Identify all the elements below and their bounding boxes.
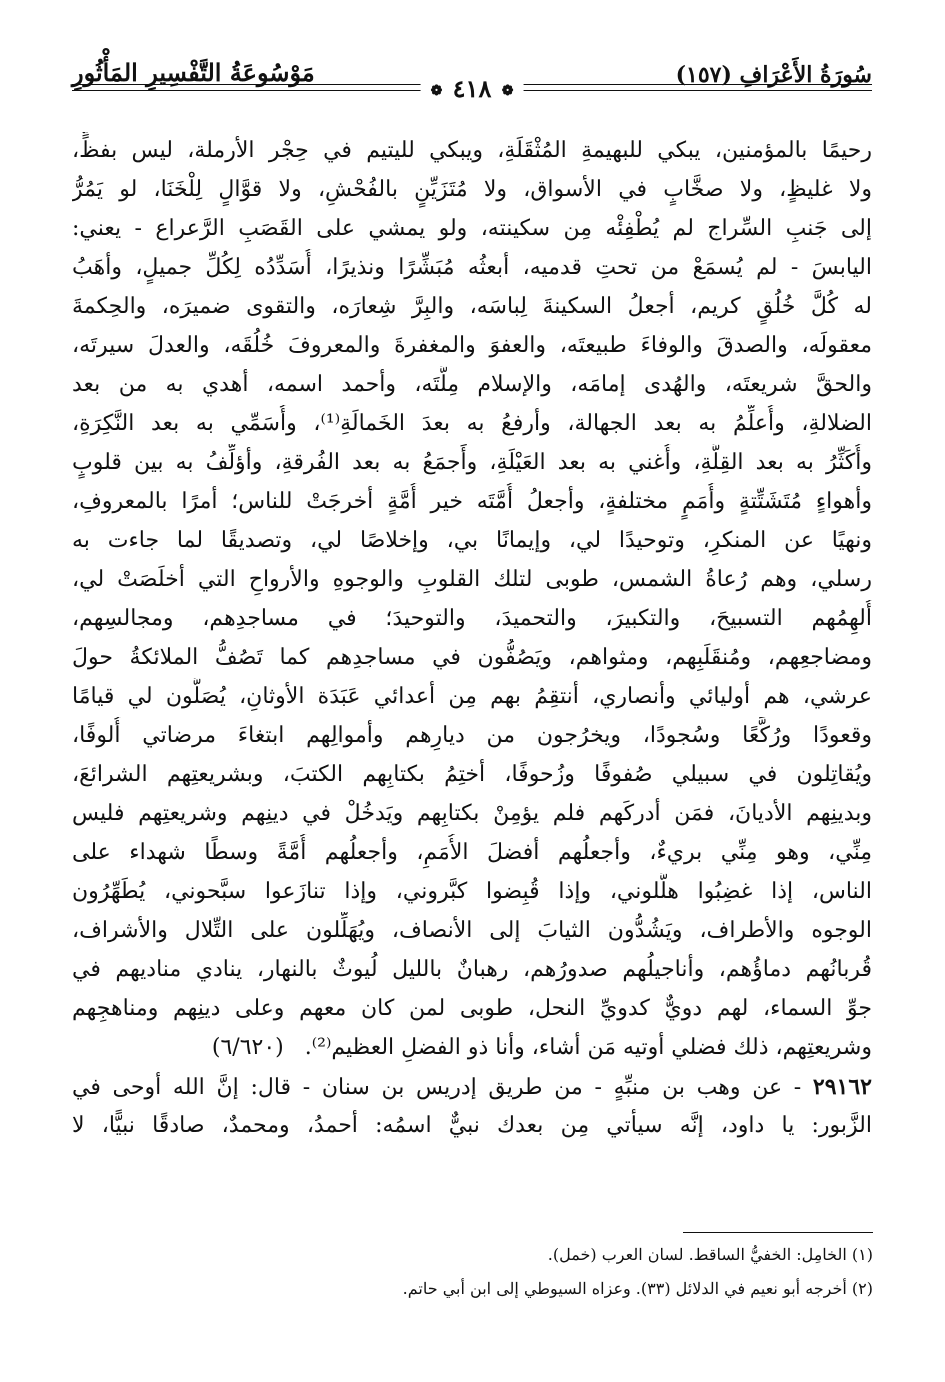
source-citation: (٦/٦٢٠) — [211, 1035, 284, 1060]
page-number — [421, 74, 524, 103]
text-line: معقولَه، والصدقَ والوفاءَ طبيعتَه، والعفوَ والمغفرةَ والمعروفَ خُلُقَه، والعدلَ سيرتَه، — [72, 333, 872, 358]
text-line: وقعودًا ورُكَّعًا وسُجودًا، ويخرُجون من ديارِهم وأموالِهم ابتغاءَ مرضاتي أُلوفًا، — [72, 723, 872, 748]
footnote-1: (١) الخامِل: الخفيُّ الساقط. لسان العرب (خمل). — [547, 1245, 873, 1264]
text-line: أُلهِمُهم التسبيحَ، والتكبيرَ، والتحميدَ، والتوحيدَ؛ في مساجدِهم، ومجالسِهم، — [72, 606, 872, 631]
footnote-2: (٢) أخرجه أبو نعيم في الدلائل (٣٣). وعزاه السيوطي إلى ابن أبي حاتم. — [402, 1279, 873, 1298]
surah-title: سُورَةُ الأَعْرَافِ (١٥٧) — [675, 62, 872, 88]
text-line-last — [72, 1029, 872, 1067]
footnote-divider — [683, 1232, 873, 1233]
text-line: الضلالةِ، وأُعلِّمُ به بعد الجهالة، وأرفعُ به بعدَ الخَمالَةِ⁽¹⁾، وأُسَمِّي به بعد النَّكِرَةِ، — [72, 411, 872, 436]
text-line: الناس، إذا غضِبُوا هلَّلوني، وإذا قُبِضوا كبَّروني، وإذا تنازَعوا سبَّحوني، يُطَهِّرُون — [72, 879, 872, 904]
entry-line — [72, 1068, 872, 1106]
text-line-content: وشريعتِهم، ذلك فضلي أوتيه مَن أشاء، وأنا ذو الفضلِ العظيم⁽²⁾. — [304, 1035, 872, 1060]
text-line: وأُكَثِّرُ به بعد القِلَّةِ، وأُغني به بعد العَيْلَةِ، وأَجمَعُ به بعد الفُرقةِ، وأؤلِّفُ به بين قلوبٍ — [72, 450, 872, 475]
text-line: مِنِّي، وهو مِنِّي بريءٌ، وأجعلُهم أفضلَ الأُمَمِ، وأجعلُهم أُمَّةً وسطًا شهداء على — [72, 840, 872, 865]
text-line: ومضاجعِهم، ومُنقَلَبِهم، ومثواهم، ويَصُفُّون في مساجدِهم كما تَصُفُّ الملائكةُ حولَ — [72, 645, 872, 670]
text-line: ونهيًا عن المنكرِ، وتوحيدًا لي، وإيمانًا بي، وإخلاصًا لي، وتصديقًا لما جاءت به — [72, 528, 872, 553]
text-line: اليابسَ - لم يُسمَعْ من تحتِ قدميه، أبعثُه مُبَشِّرًا ونذيرًا، أُسَدِّدُه لِكُلِّ جميلٍ، وأهَبُ — [72, 255, 872, 280]
text-line: وبدينِهم الأديانَ، فمَن أدركَهم فلم يؤمِنْ بكتابِهم ويَدخُلْ في دينِهم وشريعتِهم فليس — [72, 801, 872, 826]
text-line: له كُلَّ خُلُقٍ كريم، أجعلُ السكينةَ لِباسَه، والبِرَّ شِعارَه، والتقوى ضميرَه، والحِكمةَ — [72, 294, 872, 319]
text-line: عرشي، هم أوليائي وأنصاري، أنتقِمُ بهم مِن أعدائي عَبَدَة الأوثانِ، يُصَلُّون لي قيامًا — [72, 684, 872, 709]
ornament-right-icon: ❁ — [501, 82, 514, 99]
text-line: والحقَّ شريعتَه، والهُدى إمامَه، والإسلام مِلَّتَه، وأحمد اسمه، أهدي به من بعد — [72, 372, 872, 397]
text-line: قُربانُهم دماؤُهم، وأناجيلُهم صدورُهم، رهبانٌ بالليل لُيوثٌ بالنهار، ينادي مناديهم في — [72, 957, 872, 982]
text-line: الزَّبور: يا داود، إنَّه سيأتي مِن بعدك نبيٌّ اسمُه: أحمدُ، ومحمدٌ، صادقًا نبيًّا، لا — [72, 1113, 872, 1138]
text-line: رسلي، وهم رُعاةُ الشمس، طوبى لتلك القلوبِ والوجوهِ والأرواحِ التي أخلَصَتْ لي، — [72, 567, 872, 592]
entry-number: ٢٩١٦٢ — [812, 1074, 872, 1100]
text-line: الوجوه والأطراف، ويَشُدُّون الثيابَ إلى الأنصاف، ويُهَلِّلون على التِّلال والأشراف، — [72, 918, 872, 943]
text-line: رحيمًا بالمؤمنين، يبكي للبهيمةِ المُثْقَلَةِ، ويبكي لليتيم في حِجْر الأرملة، ليس بفظٍّ، — [72, 138, 872, 163]
entry-line-text: - عن وهب بن منبِّهٍ - من طريق إدريس بن سنان - قال: إنَّ الله أوحى في — [72, 1075, 802, 1100]
text-line: ويُقاتِلون في سبيلي صُفوفًا وزُحوفًا، أختِمُ بكتابِهم الكتبَ، وبشريعتِهم الشرائعَ، — [72, 762, 872, 787]
text-line: إلى جَنبِ السِّراج لم يُطْفِئْه مِن سكينته، ولو يمشي على القَصَبِ الرَّعراع - يعني: — [72, 216, 872, 241]
text-line: ولا غليظٍ، ولا صخَّابٍ في الأسواق، ولا مُتَزَيِّنٍ بالفُحْشِ، ولا قوَّالٍ لِلْخَنَا، لو يَمُرُّ — [72, 177, 872, 202]
text-line: وأهواءٍ مُتَشَتِّتةٍ وأُمَمٍ مختلفةٍ، وأجعلُ أُمَّتَه خير أُمَّةٍ أخرجَتْ للناس؛ أمرًا بالمعروفِ، — [72, 489, 872, 514]
text-line: جوِّ السماء، لهم دويٌّ كدويِّ النحل، طوبى لمن كان معهم وعلى دينِهم ومناهجِهم — [72, 996, 872, 1021]
body-text — [72, 132, 872, 1232]
ornament-left-icon: ❁ — [430, 82, 443, 99]
page-number-text: ٤١٨ — [452, 74, 492, 103]
book-title: مَوْسُوعَةُ التَّفْسِيرِ المَأْثُورِ — [72, 58, 315, 87]
